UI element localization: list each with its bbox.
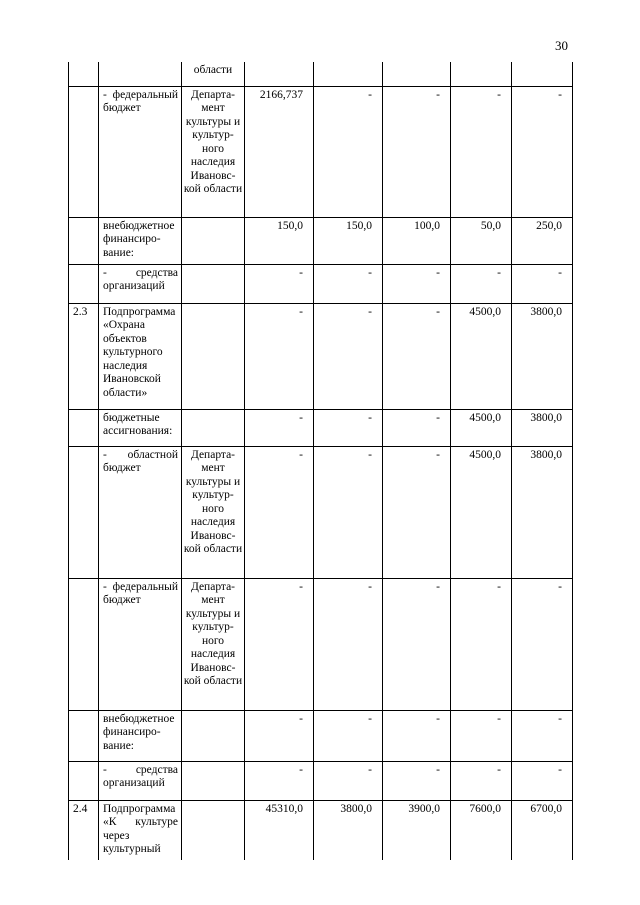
cell-name: - областной бюджет [99,446,182,578]
cell-v4: - [451,710,512,761]
cell-v2: - [314,761,383,800]
cell-exec [182,800,245,860]
cell-v4 [451,62,512,86]
cell-idx [69,264,99,303]
cell-v1: 2166,737 [245,86,314,217]
cell-v5: 3800,0 [512,446,573,578]
cell-v2: 3800,0 [314,800,383,860]
cell-v1: - [245,303,314,409]
cell-name: бюджетные ассигнования: [99,409,182,446]
cell-v1: - [245,264,314,303]
cell-exec [182,409,245,446]
table-row [69,217,573,264]
cell-v1 [245,62,314,86]
table-row [69,409,573,446]
cell-v5: 3800,0 [512,409,573,446]
table-row [69,303,573,409]
cell-v5: - [512,761,573,800]
cell-exec: Департа-мент культуры и культур-ного наследия Ивановс-кой области [182,578,245,710]
cell-name: - федеральный бюджет [99,578,182,710]
cell-v3: - [383,409,451,446]
cell-v1: - [245,578,314,710]
cell-v1: 45310,0 [245,800,314,860]
cell-v3: - [383,710,451,761]
cell-v4: 50,0 [451,217,512,264]
cell-v4: - [451,578,512,710]
cell-v2 [314,62,383,86]
cell-v3: 100,0 [383,217,451,264]
cell-v2: - [314,303,383,409]
cell-name: Подпрограмма «К культуре через культурный [99,800,182,860]
cell-v2: - [314,578,383,710]
cell-v5: 250,0 [512,217,573,264]
table-row [69,761,573,800]
table-row [69,264,573,303]
cell-v5: - [512,264,573,303]
cell-v4: - [451,264,512,303]
cell-name: Подпрограмма «Охрана объектов культурного наследия Ивановской области» [99,303,182,409]
cell-v5: 3800,0 [512,303,573,409]
cell-v4: 4500,0 [451,446,512,578]
cell-v4: - [451,761,512,800]
cell-v1: - [245,761,314,800]
cell-idx [69,578,99,710]
table-row [69,446,573,578]
cell-v5 [512,62,573,86]
cell-v5: - [512,710,573,761]
cell-name: - средства организаций [99,264,182,303]
cell-v4: 4500,0 [451,303,512,409]
cell-v3: - [383,761,451,800]
cell-v3: - [383,86,451,217]
cell-idx [69,62,99,86]
table-row [69,62,573,86]
table-row [69,578,573,710]
cell-idx: 2.3 [69,303,99,409]
cell-v3: - [383,446,451,578]
cell-idx [69,446,99,578]
cell-idx [69,409,99,446]
cell-idx [69,86,99,217]
cell-idx [69,217,99,264]
table-row [69,800,573,860]
cell-v3: - [383,264,451,303]
cell-name: - федеральный бюджет [99,86,182,217]
cell-v5: - [512,86,573,217]
cell-idx [69,710,99,761]
cell-v1: 150,0 [245,217,314,264]
cell-v2: - [314,264,383,303]
cell-idx [69,761,99,800]
cell-v2: - [314,409,383,446]
cell-v3: - [383,578,451,710]
page-number: 30 [555,38,568,53]
cell-v4: 4500,0 [451,409,512,446]
cell-name: - средства организаций [99,761,182,800]
cell-v3 [383,62,451,86]
cell-v2: - [314,710,383,761]
cell-v1: - [245,446,314,578]
cell-v1: - [245,710,314,761]
cell-exec: области [182,62,245,86]
cell-v4: - [451,86,512,217]
cell-exec [182,264,245,303]
cell-v2: - [314,86,383,217]
cell-v4: 7600,0 [451,800,512,860]
cell-v5: 6700,0 [512,800,573,860]
table-row [69,710,573,761]
cell-exec [182,710,245,761]
cell-v5: - [512,578,573,710]
cell-exec [182,303,245,409]
cell-name [99,62,182,86]
cell-name: внебюджетное финансиро-вание: [99,217,182,264]
cell-v2: 150,0 [314,217,383,264]
cell-v3: - [383,303,451,409]
cell-v2: - [314,446,383,578]
cell-exec: Департа-мент культуры и культур-ного наследия Ивановс-кой области [182,86,245,217]
cell-v1: - [245,409,314,446]
cell-exec: Департа-мент культуры и культур-ного наследия Ивановс-кой области [182,446,245,578]
cell-name: внебюджетное финансиро-вание: [99,710,182,761]
table-row [69,86,573,217]
cell-exec [182,761,245,800]
cell-idx: 2.4 [69,800,99,860]
budget-table [68,62,573,860]
cell-v3: 3900,0 [383,800,451,860]
cell-exec [182,217,245,264]
